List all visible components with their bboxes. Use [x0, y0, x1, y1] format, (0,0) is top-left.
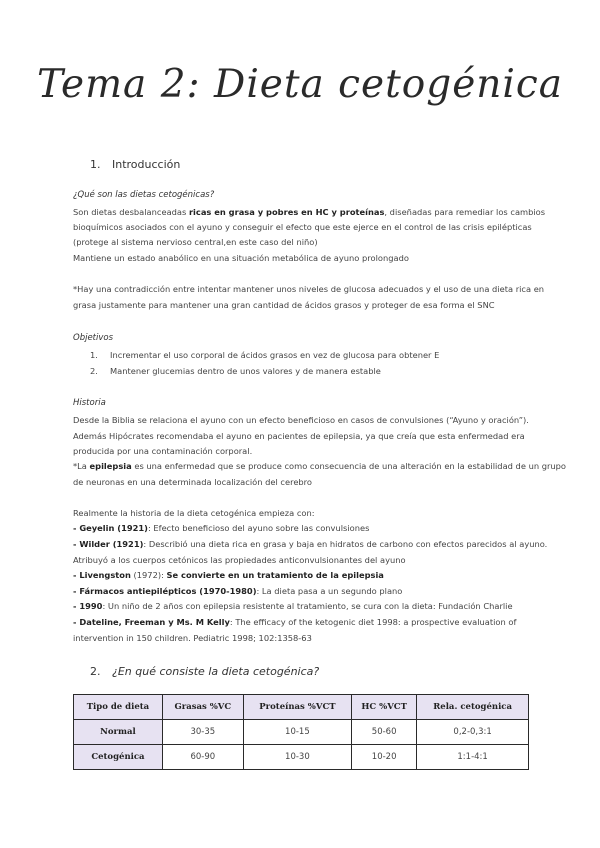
paragraph-line: de neuronas en una determinada localización del cerebro [73, 477, 312, 487]
page-title: Tema 2: Dieta cetogénica [37, 62, 563, 107]
timeline-item [73, 570, 533, 581]
table-cell: 50-60 [352, 720, 417, 745]
paragraph-line: Además Hipócrates recomendaba el ayuno en pacientes de epilepsia, ya que creía que esta enfermedad era [73, 431, 525, 441]
text-span: : Efecto beneficioso del ayuno sobre las convulsiones [147, 523, 370, 533]
paragraph-line [73, 461, 566, 472]
paragraph-line: intervention in 150 children. Pediatric 1998; 102:1358-63 [73, 633, 312, 643]
bold-span: - Geyelin (1921) [73, 523, 148, 533]
paragraph-line: Realmente la historia de la dieta cetogénica empieza con: [73, 508, 315, 518]
list-number: 2. [90, 366, 98, 376]
table-cell: 60-90 [162, 745, 243, 770]
paragraph-line: bioquímicos asociados con el ayuno y conseguir el efecto que este ejerce en el control de las crisis epilépticas [73, 222, 532, 232]
section-number: 1. [90, 158, 101, 171]
list-text: Incrementar el uso corporal de ácidos grasos en vez de glucosa para obtener E [110, 350, 440, 360]
list-item [90, 366, 381, 376]
section-heading-introduccion [90, 158, 180, 171]
timeline-item [73, 601, 533, 612]
bold-span: epilepsia [89, 461, 132, 471]
text-span: : La dieta pasa a un segundo plano [256, 586, 403, 596]
text-span: : Un niño de 2 años con epilepsia resistente al tratamiento, se cura con la dieta: Fundación Charlie [102, 601, 513, 611]
table-cell: 0,2-0,3:1 [417, 720, 529, 745]
table-cell: Normal [74, 720, 163, 745]
bold-span: - Wilder (1921) [73, 539, 144, 549]
table-header-cell: Grasas %VC [162, 695, 243, 720]
paragraph-line [73, 207, 546, 218]
timeline-item [73, 539, 548, 550]
bold-span: ricas en grasa y pobres en HC y proteínas [188, 207, 385, 217]
section-title: Introducción [112, 158, 181, 171]
paragraph-line: *Hay una contradicción entre intentar mantener unos niveles de glucosa adecuados y el uso de una dieta rica en [73, 284, 545, 294]
bold-span: - 1990 [73, 601, 103, 611]
timeline-item [73, 617, 533, 628]
paragraph-line: Desde la Biblia se relaciona el ayuno con un efecto beneficioso en casos de convulsiones (“Ayuno y oración”). [73, 415, 529, 425]
list-text: Mantener glucemias dentro de unos valores y de manera estable [110, 366, 381, 376]
text-span: : The efficacy of the ketogenic diet 1998: a prospective evaluation of [229, 617, 517, 627]
table-cell: 30-35 [162, 720, 243, 745]
diet-comparison-table [73, 694, 529, 770]
bold-span: - Fármacos antiepilépticos (1970-1980) [73, 586, 257, 596]
table-cell: Cetogénica [74, 745, 163, 770]
text-span: es una enfermedad que se produce como consecuencia de una alteración en la estabilidad de un grupo [131, 461, 566, 471]
paragraph-line: Atribuyó a los cuerpos cetónicos las propiedades anticonvulsionantes del ayuno [73, 555, 406, 565]
table-cell: 10-30 [243, 745, 351, 770]
text-span: , diseñadas para remediar los cambios [384, 207, 546, 217]
section-heading-consiste [90, 665, 319, 678]
paragraph-line: producida por una contaminación corporal. [73, 446, 253, 456]
bold-span: - Dateline, Freeman y Ms. M Kelly [73, 617, 230, 627]
subheading-objetivos: Objetivos [73, 333, 114, 343]
timeline-item [73, 586, 533, 597]
table-header-cell: Proteínas %VCT [243, 695, 351, 720]
table-header-cell: Rela. cetogénica [417, 695, 529, 720]
table-header-cell: Tipo de dieta [74, 695, 163, 720]
paragraph-line: (protege al sistema nervioso central,en este caso del niño) [73, 237, 318, 247]
table-row [74, 720, 529, 745]
list-number: 1. [90, 350, 98, 360]
list-item [90, 350, 439, 360]
timeline-item [73, 523, 533, 534]
paragraph-line: Mantiene un estado anabólico en una situación metabólica de ayuno prolongado [73, 253, 409, 263]
bold-span: - Livengston [73, 570, 131, 580]
table-row [74, 745, 529, 770]
section-number: 2. [90, 665, 101, 678]
subheading-historia: Historia [73, 398, 106, 408]
subheading-que-son: ¿Qué son las dietas cetogénicas? [73, 190, 215, 200]
text-span: : Describió una dieta rica en grasa y baja en hidratos de carbono con efectos parecidos al ayuno. [143, 539, 548, 549]
table-header-cell: HC %VCT [352, 695, 417, 720]
section-title: ¿En qué consiste la dieta cetogénica? [112, 665, 320, 678]
table-cell: 10-20 [352, 745, 417, 770]
text-span: Son dietas desbalanceadas [73, 207, 189, 217]
table-cell: 10-15 [243, 720, 351, 745]
text-span: (1972): [130, 570, 167, 580]
paragraph-line: grasa justamente para mantener una gran cantidad de ácidos grasos y proteger de esa forma el SNC [73, 300, 495, 310]
text-span: *La [73, 461, 90, 471]
table-header-row [74, 695, 529, 720]
table-cell: 1:1-4:1 [417, 745, 529, 770]
bold-span: Se convierte en un tratamiento de la epilepsia [166, 570, 384, 580]
